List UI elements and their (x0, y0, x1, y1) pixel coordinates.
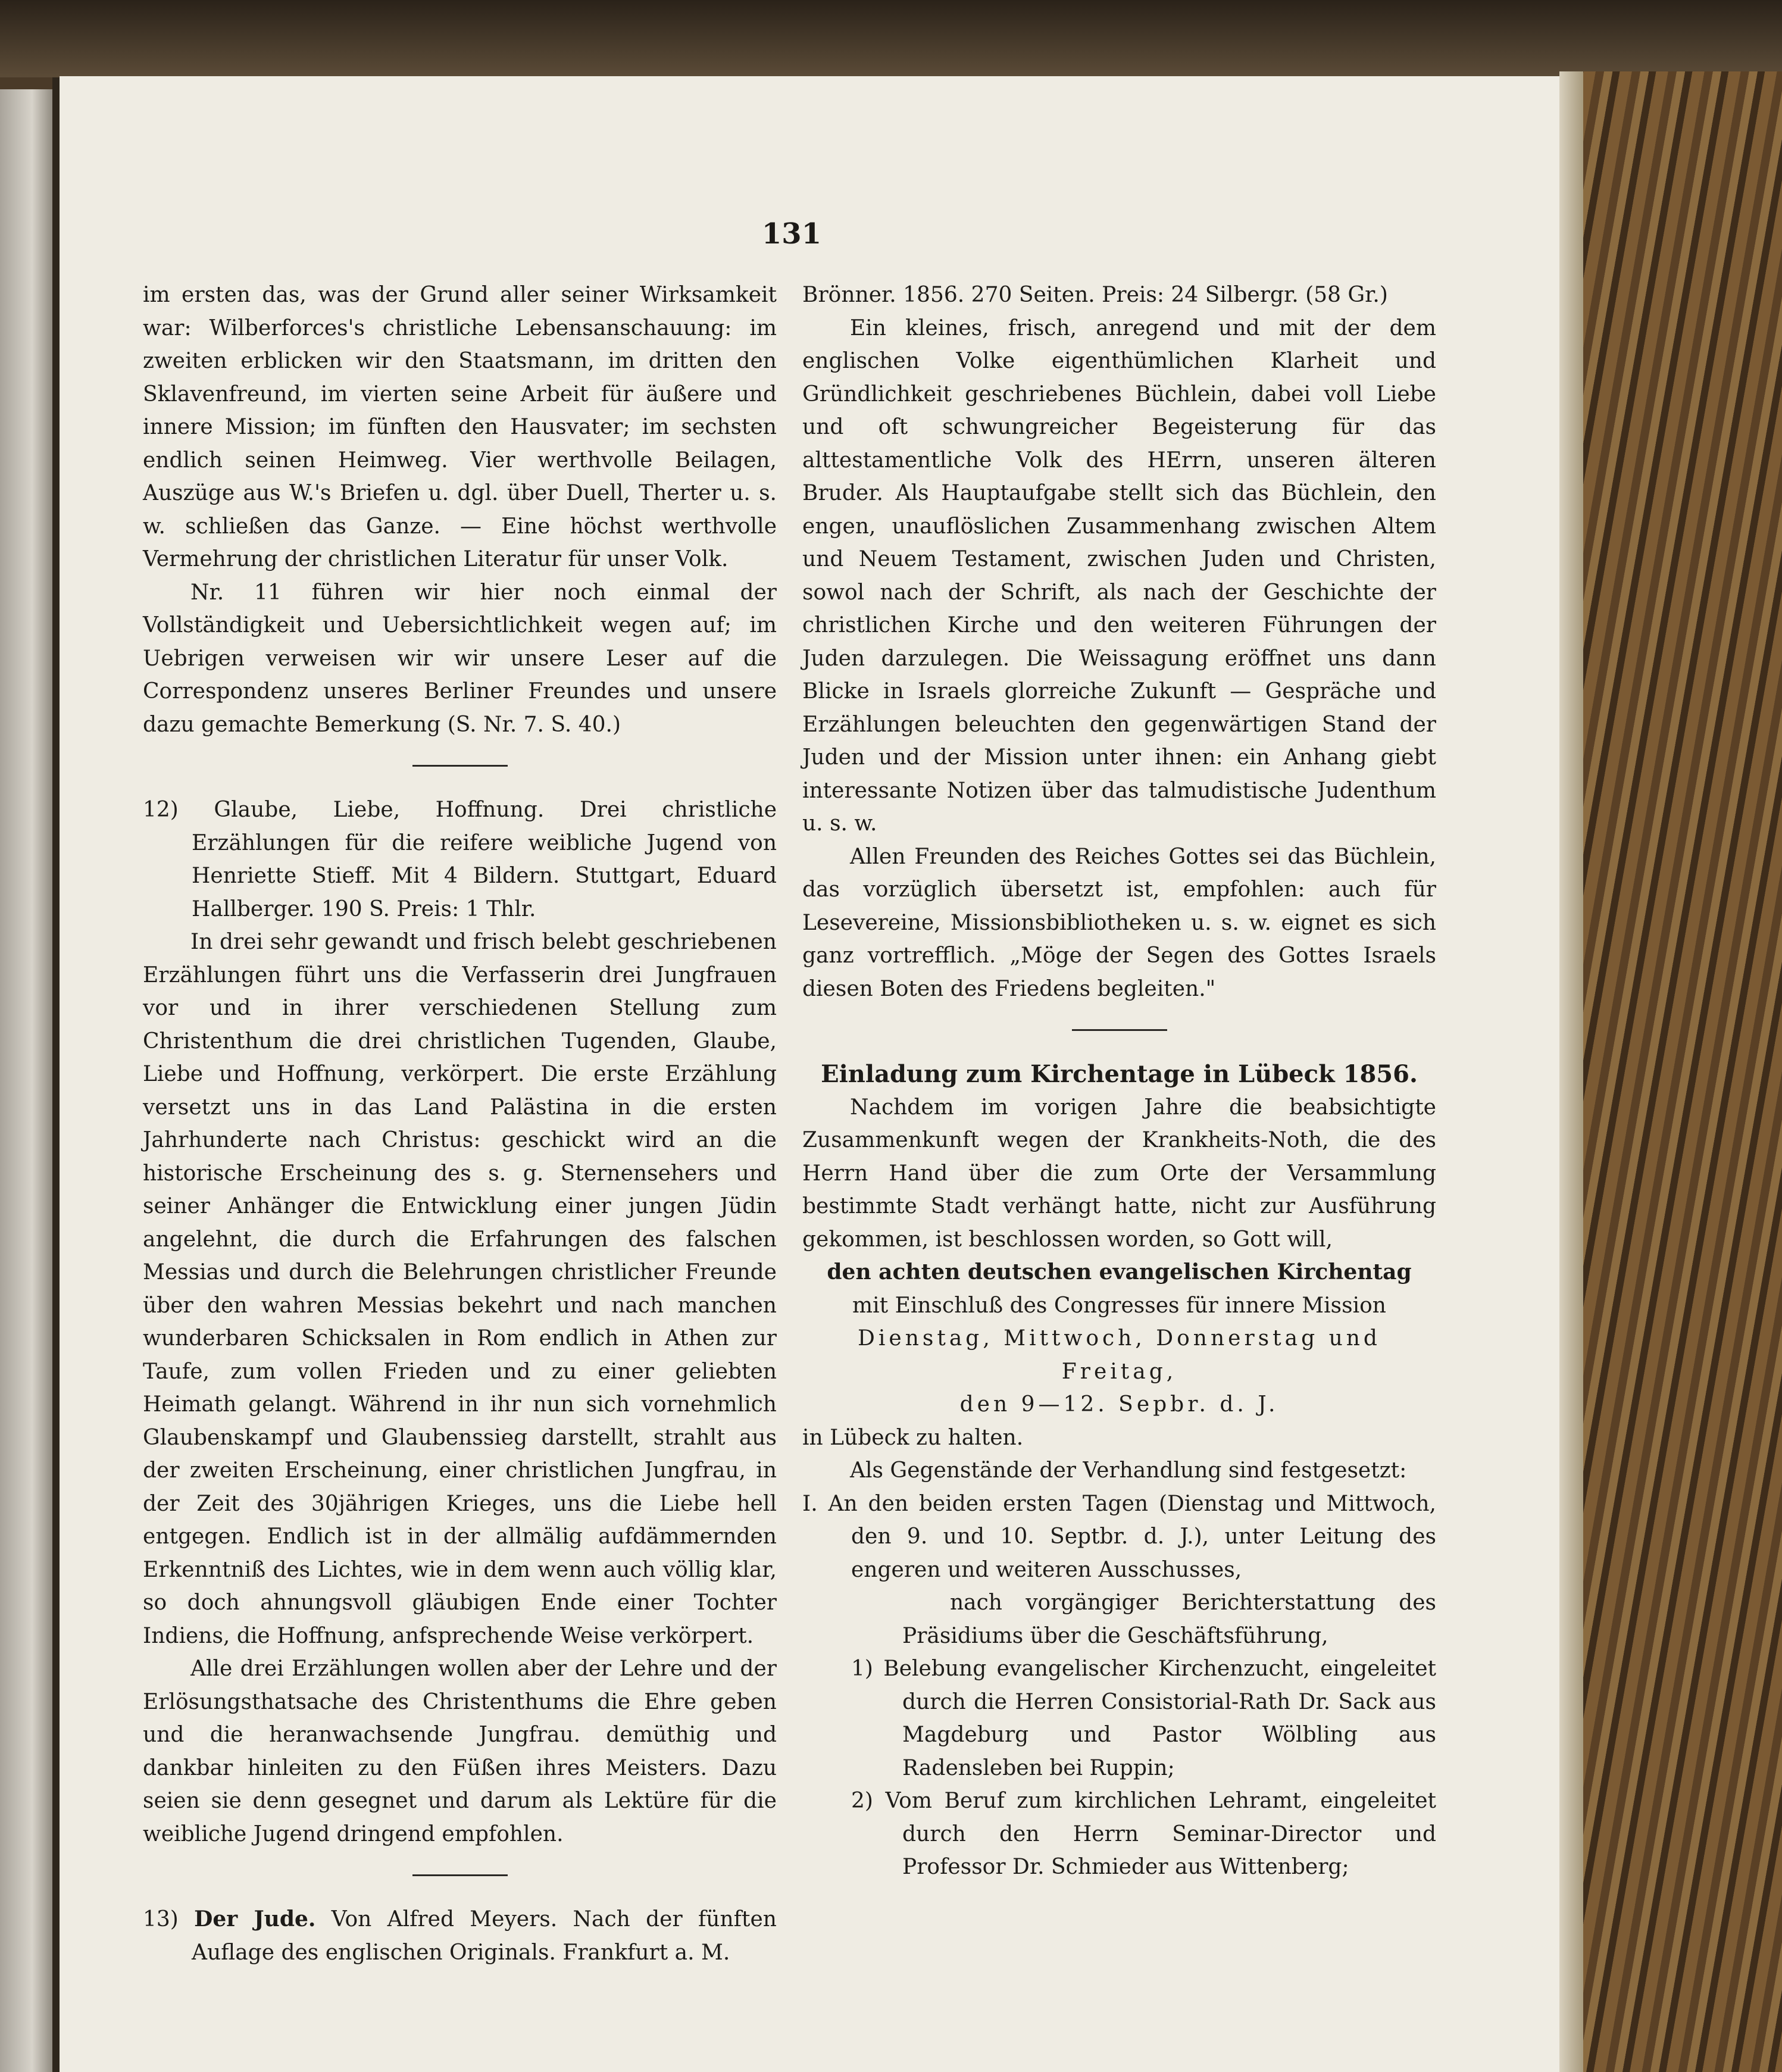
agenda-item: I. An den beiden ersten Tagen (Dienstag und Mittwoch, den 9. und 10. Septbr. d. J.), unter Leitung des engeren und weiteren Ausschusses, (802, 1491, 1436, 1582)
centered-line: mit Einschluß des Congresses für innere Mission (852, 1293, 1386, 1318)
paragraph: Ein kleines, frisch, anregend und mit der dem englischen Volke eigenthümlichen Klarheit und Gründlichkeit geschriebenes Büchlein, dabei voll Liebe und oft schwungreicher Begeisterung für das alttestamentliche Volk des HErrn, unseren älteren Bruder. Als Hauptaufgabe stellt sich das Büchlein, den engen, unauflöslichen Zusammenhang zwischen Altem und Neuem Testament, zwischen Juden und Christen, sowol nach der Schrift, als nach der Geschichte der christlichen Kirche und den weiteren Führungen der Juden darzulegen. Die Weissagung eröffnet uns dann Blicke in Israels glorreiche Zukunft — Gespräche und Erzählungen beleuchten den gegenwärtigen Stand der Juden und der Mission unter ihnen: ein Anhang giebt interessante Notizen über das talmudistische Judenthum u. s. w. (802, 315, 1436, 836)
centered-title: den achten deutschen evangelischen Kirchentag (827, 1260, 1412, 1285)
book-top-edge (0, 0, 1782, 77)
paragraph: im ersten das, was der Grund aller seiner Wirksamkeit war: Wilberforces's christliche Lebensanschauung: im zweiten erblicken wir den Staatsmann, im dritten den Sklavenfreund, im vierten seine Arbeit für äußere und innere Mission; im fünften den Hausvater; im sechsten endlich seinen Heimweg. Vier werthvolle Beilagen, Auszüge aus W.'s Briefen u. dgl. über Duell, Therter u. s. w. schließen das Ganze. — Eine höchst werthvolle Vermehrung der christlichen Literatur für unser Volk. (143, 283, 777, 571)
agenda-subitem: 2) Vom Beruf zum kirchlichen Lehramt, eingeleitet durch den Herrn Seminar-Director und Professor Dr. Schmieder aus Wittenberg; (851, 1789, 1436, 1879)
section-divider (412, 1874, 508, 1876)
paragraph: In drei sehr gewandt und frisch belebt geschriebenen Erzählungen führt uns die Verfasserin drei Jungfrauen vor und in ihrer verschiedenen Stellung zum Christenthum die drei christlichen Tugenden, Glaube, Liebe und Hoffnung, verkörpert. Die erste Erzählung versetzt uns in das Land Palästina in die ersten Jahrhunderte nach Christus: geschickt wird an die historische Erscheinung des s. g. Sternensehers und seiner Anhänger die Entwicklung einer jungen Jüdin angelehnt, die durch die Erfahrungen des falschen Messias und durch die Belehrungen christlicher Freunde über den wahren Messias bekehrt und nach manchen wunderbaren Schicksalen in Rom endlich in Athen zur Taufe, zum vollen Frieden und zu einer geliebten Heimath gelangt. Während in ihr nun sich vornehmlich Glaubenskampf und Glaubenssieg darstellt, strahlt aus der zweiten Erscheinung, einer christlichen Jungfrau, in der Zeit des 30jährigen Krieges, uns die Liebe hell entgegen. Endlich ist in der allmälig aufdämmernden Erkenntniß des Lichtes, wie in dem wenn auch völlig klar, so doch ahnungsvoll gläubigen Ende einer Tochter Indiens, die Hoffnung, anfsprechende Weise verkörpert. (143, 930, 777, 1648)
paragraph: Als Gegenstände der Verhandlung sind festgesetzt: (850, 1458, 1407, 1483)
agenda-subitem: 1) Belebung evangelischer Kirchenzucht, eingeleitet durch die Herren Consistorial-Rath Dr. Sack aus Magdeburg und Pastor Wölbling aus Radensleben bei Ruppin; (851, 1657, 1436, 1780)
entry-number: 13) (143, 1907, 179, 1932)
paragraph: Nachdem im vorigen Jahre die beabsichtigte Zusammenkunft wegen der Krankheits-Noth, die des Herrn Hand über die zum Orte der Versammlung bestimmte Stadt verhängt hatte, nicht zur Ausführung gekommen, ist beschlossen worden, so Gott will, (802, 1095, 1436, 1252)
section-divider (412, 765, 508, 767)
page-number: 131 (761, 217, 822, 251)
facing-page-edge (0, 89, 54, 2072)
paragraph: Allen Freunden des Reiches Gottes sei das Büchlein, das vorzüglich übersetzt ist, empfohlen: auch für Lesevereine, Missionsbibliotheken u. s. w. eignet es sich ganz vortrefflich. „Möge der Segen des Gottes Israels diesen Boten des Friedens begleiten." (802, 844, 1436, 1001)
paragraph: Alle drei Erzählungen wollen aber der Lehre und der Erlösungsthatsache des Christenthums die Ehre geben und die heranwachsende Jungfrau. demüthig und dankbar hinleiten zu den Füßen ihres Meisters. Dazu seien sie denn gesegnet und darum als Lektüre für die weibliche Jugend dringend empfohlen. (143, 1657, 777, 1846)
paragraph: Nr. 11 führen wir hier noch einmal der Vollständigkeit und Uebersichtlichkeit wegen auf; im Uebrigen verweisen wir wir unsere Leser auf die Correspondenz unseres Berliner Freundes und unsere dazu gemachte Bemerkung (S. Nr. 7. S. 40.) (143, 580, 777, 737)
entry-details: Von Alfred Meyers. Nach der fünften Auflage des englischen Originals. Frankfurt a. M. (192, 1907, 777, 1965)
book-entry-12: 12) Glaube, Liebe, Hoffnung. Drei christliche Erzählungen für die reifere weibliche Jugend von Henriette Stieff. Mit 4 Bildern. Stuttgart, Eduard Hallberger. 190 S. Preis: 1 Thlr. (143, 798, 777, 921)
paragraph: Brönner. 1856. 270 Seiten. Preis: 24 Silbergr. (58 Gr.) (802, 283, 1388, 307)
right-column (802, 279, 1436, 1884)
centered-line: Dienstag, Mittwoch, Donnerstag und Freitag, (858, 1326, 1381, 1384)
book-cover-board (1559, 71, 1782, 2072)
paragraph: in Lübeck zu halten. (802, 1425, 1024, 1450)
left-column (143, 279, 777, 1969)
centered-line: den 9—12. Sepbr. d. J. (959, 1392, 1279, 1417)
entry-title: Der Jude. (194, 1907, 316, 1932)
agenda-note: nach vorgängiger Berichterstattung des Präsidiums über die Geschäftsführung, (902, 1590, 1436, 1648)
section-divider (1072, 1029, 1167, 1031)
book-entry-13 (143, 1903, 777, 1969)
section-heading: Einladung zum Kirchentage in Lübeck 1856. (821, 1060, 1418, 1088)
